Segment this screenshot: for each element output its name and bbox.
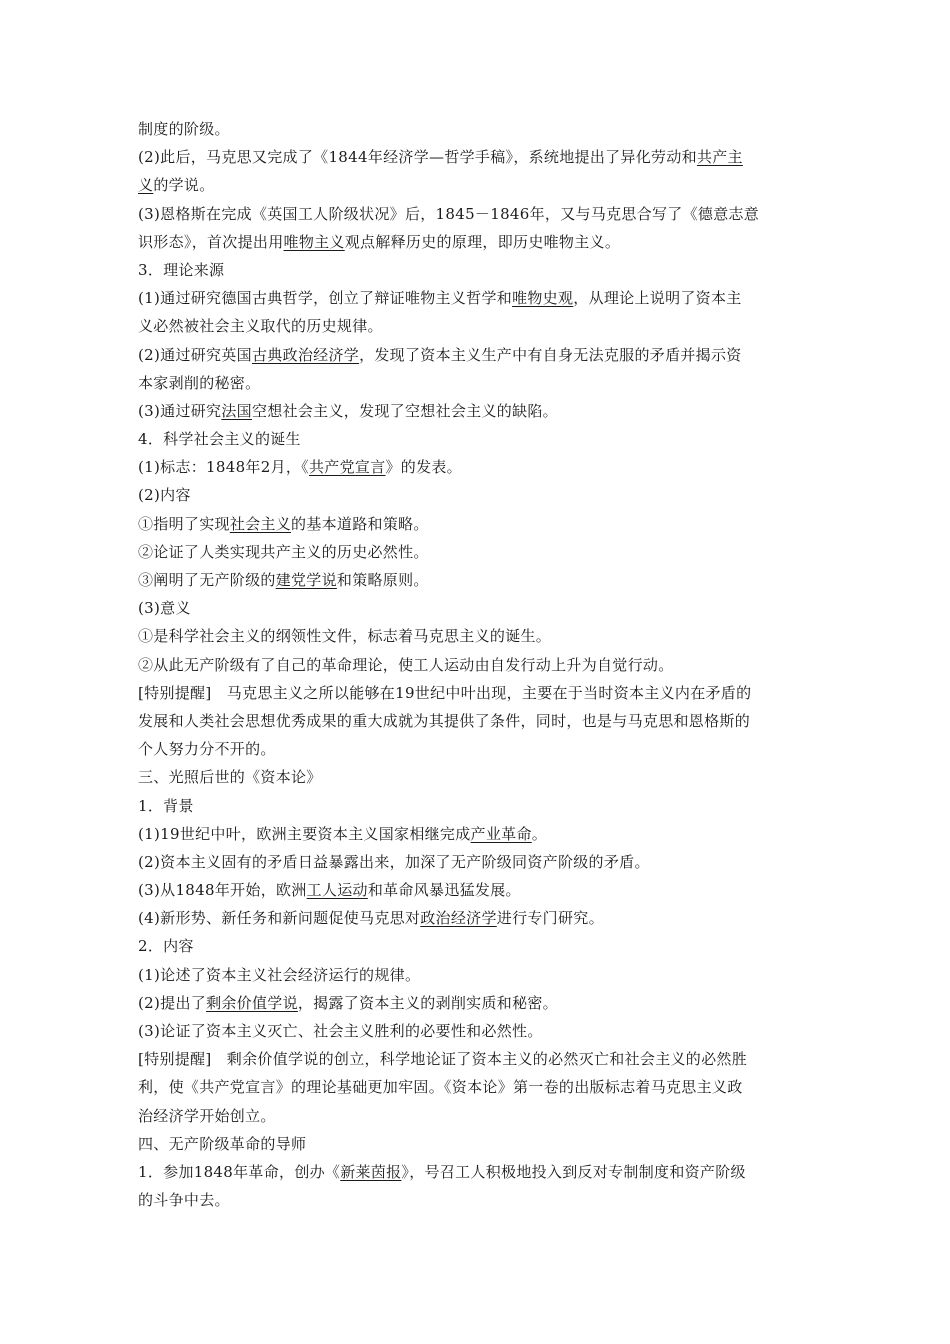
line-text: ①指明了实现	[138, 514, 230, 533]
line-text: (1)论述了资本主义社会经济运行的规律。	[138, 965, 421, 984]
text-line	[138, 453, 818, 481]
line-text: (3)意义	[138, 599, 191, 618]
text-line	[138, 143, 818, 171]
line-text: 个人努力分不开的。	[138, 740, 276, 759]
line-text: 进行专门研究。	[496, 909, 604, 928]
text-line	[138, 566, 818, 594]
text-line	[138, 848, 818, 876]
line-text: ①是科学社会主义的纲领性文件，标志着马克思主义的诞生。	[138, 627, 552, 646]
text-line	[138, 989, 818, 1017]
line-text: 制度的阶级。	[138, 120, 230, 138]
text-line	[138, 932, 818, 960]
text-line	[138, 876, 818, 904]
text-line	[138, 1186, 818, 1214]
line-text: (3)从1848年开始，欧洲	[138, 881, 307, 900]
line-text: 观点解释历史的原理，即历史唯物主义。	[344, 232, 621, 251]
text-line	[138, 171, 818, 199]
text-line	[138, 1102, 818, 1130]
text-line	[138, 1045, 818, 1073]
line-text: 空想社会主义，发现了空想社会主义的缺陷。	[251, 401, 558, 420]
line-text: (1)19世纪中叶，欧洲主要资本主义国家相继完成	[138, 824, 471, 843]
line-text: ，从理论上说明了资本主	[573, 289, 742, 308]
line-text: ③阐明了无产阶级的	[138, 571, 276, 589]
text-line	[138, 1158, 818, 1186]
line-text: (3)论证了资本主义灭亡、社会主义胜利的必要性和必然性。	[138, 1022, 543, 1040]
line-text: 》的发表。	[385, 458, 462, 477]
line-text: 的斗争中去。	[138, 1191, 230, 1210]
line-text: 的基本道路和策略。	[291, 514, 429, 533]
line-text: 本家剥削的秘密。	[138, 373, 261, 392]
line-text: (2)此后，马克思又完成了《1844年经济学—哲学手稿》，系统地提出了异化劳动和	[138, 148, 697, 167]
text-line	[138, 312, 818, 340]
line-text: ②论证了人类实现共产主义的历史必然性。	[138, 542, 429, 561]
line-text: (1)标志：1848年2月，《	[138, 458, 309, 477]
text-line	[138, 707, 818, 735]
line-text: [特别提醒] 剩余价值学说的创立，科学地论证了资本主义的必然灭亡和社会主义的必然胜	[138, 1050, 748, 1069]
text-line	[138, 228, 818, 256]
underlined-answer: 义	[138, 176, 154, 195]
text-line	[138, 904, 818, 932]
text-line	[138, 679, 818, 707]
text-line	[138, 961, 818, 989]
text-line	[138, 510, 818, 538]
line-text: 四、无产阶级革命的导师	[138, 1134, 307, 1153]
underlined-answer: 唯物主义	[283, 232, 345, 251]
line-text: 4．科学社会主义的诞生	[138, 430, 301, 449]
line-text: (2)内容	[138, 486, 191, 505]
line-text: 》，号召工人积极地投入到反对专制制度和资产阶级	[401, 1162, 746, 1181]
underlined-answer: 政治经济学	[420, 909, 497, 928]
line-text: 三、光照后世的《资本论》	[138, 768, 322, 787]
text-line	[138, 425, 818, 453]
text-line	[138, 1130, 818, 1158]
line-text: 2．内容	[138, 937, 194, 956]
line-text: (1)通过研究德国古典哲学，创立了辩证唯物主义哲学和	[138, 289, 513, 308]
line-text: ，发现了资本主义生产中有自身无法克服的矛盾并揭示资	[359, 345, 742, 364]
line-text: 发展和人类社会思想优秀成果的重大成就为其提供了条件，同时，也是与马克思和恩格斯的	[138, 711, 751, 730]
text-line	[138, 1073, 818, 1101]
text-line	[138, 369, 818, 397]
line-text: (2)提出了	[138, 993, 207, 1012]
line-text: 的学说。	[153, 176, 215, 195]
underlined-answer: 唯物史观	[512, 289, 574, 308]
underlined-answer: 建党学说	[275, 571, 337, 589]
text-line	[138, 1017, 818, 1045]
underlined-answer: 法国	[221, 401, 252, 420]
line-text: 3．理论来源	[138, 260, 225, 279]
text-line	[138, 792, 818, 820]
underlined-answer: 新莱茵报	[340, 1162, 402, 1181]
text-line	[138, 397, 818, 425]
line-text: 1．参加1848年革命，创办《	[138, 1162, 341, 1181]
text-line	[138, 594, 818, 622]
line-text: 识形态》，首次提出用	[138, 232, 284, 251]
line-text: (2)资本主义固有的矛盾日益暴露出来，加深了无产阶级同资产阶级的矛盾。	[138, 852, 650, 871]
line-text: 和策略原则。	[336, 571, 429, 589]
text-line	[138, 341, 818, 369]
line-text: 。	[531, 824, 548, 843]
line-text: 和革命风暴迅猛发展。	[367, 881, 521, 900]
text-line	[138, 481, 818, 509]
text-line	[138, 622, 818, 650]
line-text: (3)通过研究	[138, 401, 222, 420]
line-text: ②从此无产阶级有了自己的革命理论，使工人运动由自发行动上升为自觉行动。	[138, 655, 674, 674]
text-line	[138, 538, 818, 566]
line-text: 义必然被社会主义取代的历史规律。	[138, 317, 383, 336]
line-text: (4)新形势、新任务和新问题促使马克思对	[138, 909, 421, 928]
line-text: (3)恩格斯在完成《英国工人阶级状况》后，1845－1846年，又与马克思合写了《德意志意	[138, 204, 760, 223]
text-line	[138, 200, 818, 228]
text-line	[138, 820, 818, 848]
text-line	[138, 284, 818, 312]
line-text: ，揭露了资本主义的剥削实质和秘密。	[297, 993, 558, 1012]
line-text: 治经济学开始创立。	[138, 1106, 276, 1125]
text-line	[138, 115, 818, 143]
underlined-answer: 古典政治经济学	[251, 345, 360, 364]
underlined-answer: 社会主义	[229, 514, 292, 533]
document-body	[138, 115, 818, 1214]
text-line	[138, 763, 818, 791]
line-text: [特别提醒] 马克思主义之所以能够在19世纪中叶出现，主要在于当时资本主义内在矛盾的	[138, 683, 752, 702]
text-line	[138, 256, 818, 284]
underlined-answer: 共产主	[696, 148, 743, 167]
line-text: 1．背景	[138, 796, 194, 815]
line-text: (2)通过研究英国	[138, 345, 252, 364]
underlined-answer: 共产党宣言	[308, 458, 386, 477]
underlined-answer: 工人运动	[306, 881, 368, 900]
text-line	[138, 651, 818, 679]
underlined-answer: 剩余价值学说	[206, 993, 298, 1012]
underlined-answer: 产业革命	[470, 824, 532, 843]
text-line	[138, 735, 818, 763]
line-text: 利，使《共产党宣言》的理论基础更加牢固。《资本论》第一卷的出版标志着马克思主义政	[138, 1078, 743, 1097]
